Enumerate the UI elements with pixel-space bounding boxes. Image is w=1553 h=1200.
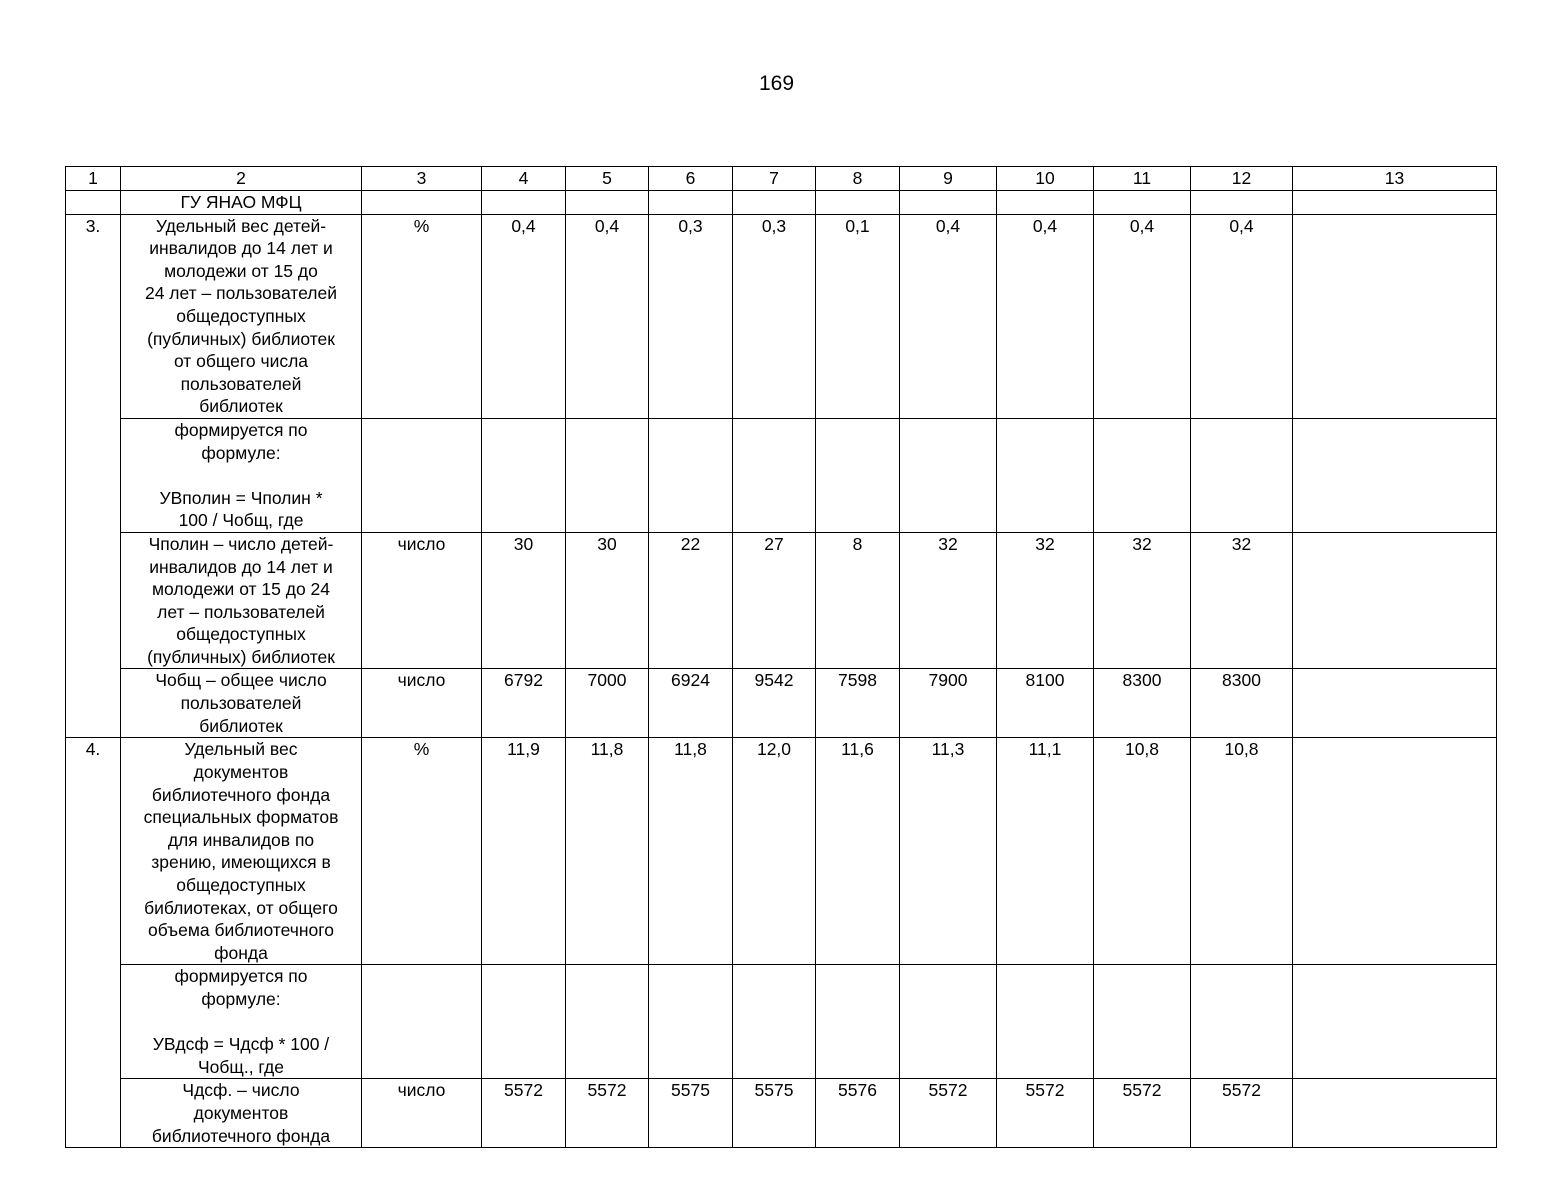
empty-cell bbox=[816, 191, 900, 215]
empty-cell bbox=[566, 191, 649, 215]
value-cell: 0,4 bbox=[1191, 214, 1293, 418]
value-cell: 6924 bbox=[649, 669, 733, 738]
unit-cell: % bbox=[362, 214, 482, 418]
empty-cell bbox=[482, 965, 566, 1079]
empty-cell bbox=[362, 965, 482, 1079]
value-cell: 11,8 bbox=[649, 738, 733, 965]
value-cell: 0,4 bbox=[997, 214, 1094, 418]
header-cell: 13 bbox=[1293, 167, 1497, 191]
header-cell: 5 bbox=[566, 167, 649, 191]
indicators-table bbox=[65, 166, 1497, 1148]
empty-cell bbox=[649, 965, 733, 1079]
empty-cell bbox=[997, 418, 1094, 532]
value-cell: 11,8 bbox=[566, 738, 649, 965]
sub-indicator-name: Чобщ – общее число пользователей библиотек bbox=[121, 669, 362, 738]
unit-cell: число bbox=[362, 532, 482, 669]
value-cell: 32 bbox=[1094, 532, 1191, 669]
value-cell: 8100 bbox=[997, 669, 1094, 738]
indicator-4-formula-row bbox=[66, 965, 1497, 1079]
unit-cell: % bbox=[362, 738, 482, 965]
sub-indicator-name: Чдсф. – число документов библиотечного фонда bbox=[121, 1079, 362, 1148]
indicator-3-row bbox=[66, 214, 1497, 418]
indicator-3-formula-row bbox=[66, 418, 1497, 532]
header-row bbox=[66, 167, 1497, 191]
value-cell: 11,1 bbox=[997, 738, 1094, 965]
empty-cell bbox=[1293, 965, 1497, 1079]
empty-cell bbox=[900, 965, 997, 1079]
value-cell: 5572 bbox=[1094, 1079, 1191, 1148]
value-cell: 0,1 bbox=[816, 214, 900, 418]
empty-cell bbox=[1094, 418, 1191, 532]
header-cell: 11 bbox=[1094, 167, 1191, 191]
empty-cell bbox=[1293, 669, 1497, 738]
value-cell: 8300 bbox=[1094, 669, 1191, 738]
value-cell: 32 bbox=[900, 532, 997, 669]
header-cell: 8 bbox=[816, 167, 900, 191]
empty-cell bbox=[482, 418, 566, 532]
empty-cell bbox=[816, 965, 900, 1079]
value-cell: 5576 bbox=[816, 1079, 900, 1148]
indicator-number: 3. bbox=[66, 214, 121, 738]
value-cell: 5572 bbox=[1191, 1079, 1293, 1148]
org-name-cell: ГУ ЯНАО МФЦ bbox=[121, 191, 362, 215]
value-cell: 5572 bbox=[997, 1079, 1094, 1148]
formula-cell: формируется по формуле: УВдсф = Чдсф * 100 / Чобщ., где bbox=[121, 965, 362, 1079]
indicator-name: Удельный вес детей- инвалидов до 14 лет и молодежи от 15 до 24 лет – пользователей общедоступных (публичных) библиотек от общего числа пользователей библиотек bbox=[121, 214, 362, 418]
empty-cell bbox=[733, 418, 816, 532]
empty-cell bbox=[997, 965, 1094, 1079]
indicator-name: Удельный вес документов библиотечного фонда специальных форматов для инвалидов по зрению, имеющихся в общедоступных библиотеках, от общего объема библиотечного фонда bbox=[121, 738, 362, 965]
value-cell: 8 bbox=[816, 532, 900, 669]
value-cell: 27 bbox=[733, 532, 816, 669]
value-cell: 32 bbox=[997, 532, 1094, 669]
value-cell: 5575 bbox=[733, 1079, 816, 1148]
value-cell: 32 bbox=[1191, 532, 1293, 669]
empty-cell bbox=[1191, 418, 1293, 532]
indicator-4-sub1-row bbox=[66, 1079, 1497, 1148]
value-cell: 10,8 bbox=[1094, 738, 1191, 965]
value-cell: 9542 bbox=[733, 669, 816, 738]
value-cell: 11,9 bbox=[482, 738, 566, 965]
value-cell: 5572 bbox=[900, 1079, 997, 1148]
sub-indicator-name: Чполин – число детей- инвалидов до 14 лет и молодежи от 15 до 24 лет – пользователей общедоступных (публичных) библиотек bbox=[121, 532, 362, 669]
value-cell: 0,3 bbox=[649, 214, 733, 418]
indicator-3-sub1-row bbox=[66, 532, 1497, 669]
empty-cell bbox=[566, 418, 649, 532]
value-cell: 0,4 bbox=[482, 214, 566, 418]
empty-cell bbox=[362, 418, 482, 532]
value-cell: 11,6 bbox=[816, 738, 900, 965]
empty-cell bbox=[1293, 532, 1497, 669]
value-cell: 0,4 bbox=[566, 214, 649, 418]
header-cell: 4 bbox=[482, 167, 566, 191]
value-cell: 5572 bbox=[566, 1079, 649, 1148]
value-cell: 6792 bbox=[482, 669, 566, 738]
empty-cell bbox=[733, 191, 816, 215]
indicator-3-sub2-row bbox=[66, 669, 1497, 738]
value-cell: 22 bbox=[649, 532, 733, 669]
empty-cell bbox=[816, 418, 900, 532]
empty-cell bbox=[362, 191, 482, 215]
empty-cell bbox=[1293, 191, 1497, 215]
empty-cell bbox=[649, 418, 733, 532]
unit-cell: число bbox=[362, 669, 482, 738]
empty-cell bbox=[997, 191, 1094, 215]
value-cell: 7000 bbox=[566, 669, 649, 738]
indicator-number: 4. bbox=[66, 738, 121, 1148]
empty-cell bbox=[900, 418, 997, 532]
header-cell: 6 bbox=[649, 167, 733, 191]
indicator-4-row bbox=[66, 738, 1497, 965]
header-cell: 7 bbox=[733, 167, 816, 191]
empty-cell bbox=[1293, 214, 1497, 418]
unit-cell: число bbox=[362, 1079, 482, 1148]
empty-cell bbox=[649, 191, 733, 215]
value-cell: 5572 bbox=[482, 1079, 566, 1148]
value-cell: 30 bbox=[482, 532, 566, 669]
value-cell: 30 bbox=[566, 532, 649, 669]
header-cell: 12 bbox=[1191, 167, 1293, 191]
header-cell: 1 bbox=[66, 167, 121, 191]
formula-cell: формируется по формуле: УВполин = Чполин * 100 / Чобщ, где bbox=[121, 418, 362, 532]
empty-cell bbox=[1191, 191, 1293, 215]
value-cell: 8300 bbox=[1191, 669, 1293, 738]
header-cell: 9 bbox=[900, 167, 997, 191]
org-row bbox=[66, 191, 1497, 215]
empty-cell bbox=[66, 191, 121, 215]
header-cell: 10 bbox=[997, 167, 1094, 191]
header-cell: 2 bbox=[121, 167, 362, 191]
empty-cell bbox=[1094, 191, 1191, 215]
empty-cell bbox=[1094, 965, 1191, 1079]
empty-cell bbox=[733, 965, 816, 1079]
empty-cell bbox=[900, 191, 997, 215]
empty-cell bbox=[1293, 1079, 1497, 1148]
value-cell: 7598 bbox=[816, 669, 900, 738]
empty-cell bbox=[566, 965, 649, 1079]
value-cell: 11,3 bbox=[900, 738, 997, 965]
value-cell: 0,4 bbox=[900, 214, 997, 418]
value-cell: 0,3 bbox=[733, 214, 816, 418]
value-cell: 5575 bbox=[649, 1079, 733, 1148]
value-cell: 12,0 bbox=[733, 738, 816, 965]
empty-cell bbox=[1293, 738, 1497, 965]
value-cell: 0,4 bbox=[1094, 214, 1191, 418]
empty-cell bbox=[1191, 965, 1293, 1079]
value-cell: 10,8 bbox=[1191, 738, 1293, 965]
value-cell: 7900 bbox=[900, 669, 997, 738]
header-cell: 3 bbox=[362, 167, 482, 191]
page-number: 169 bbox=[758, 72, 795, 95]
empty-cell bbox=[1293, 418, 1497, 532]
empty-cell bbox=[482, 191, 566, 215]
